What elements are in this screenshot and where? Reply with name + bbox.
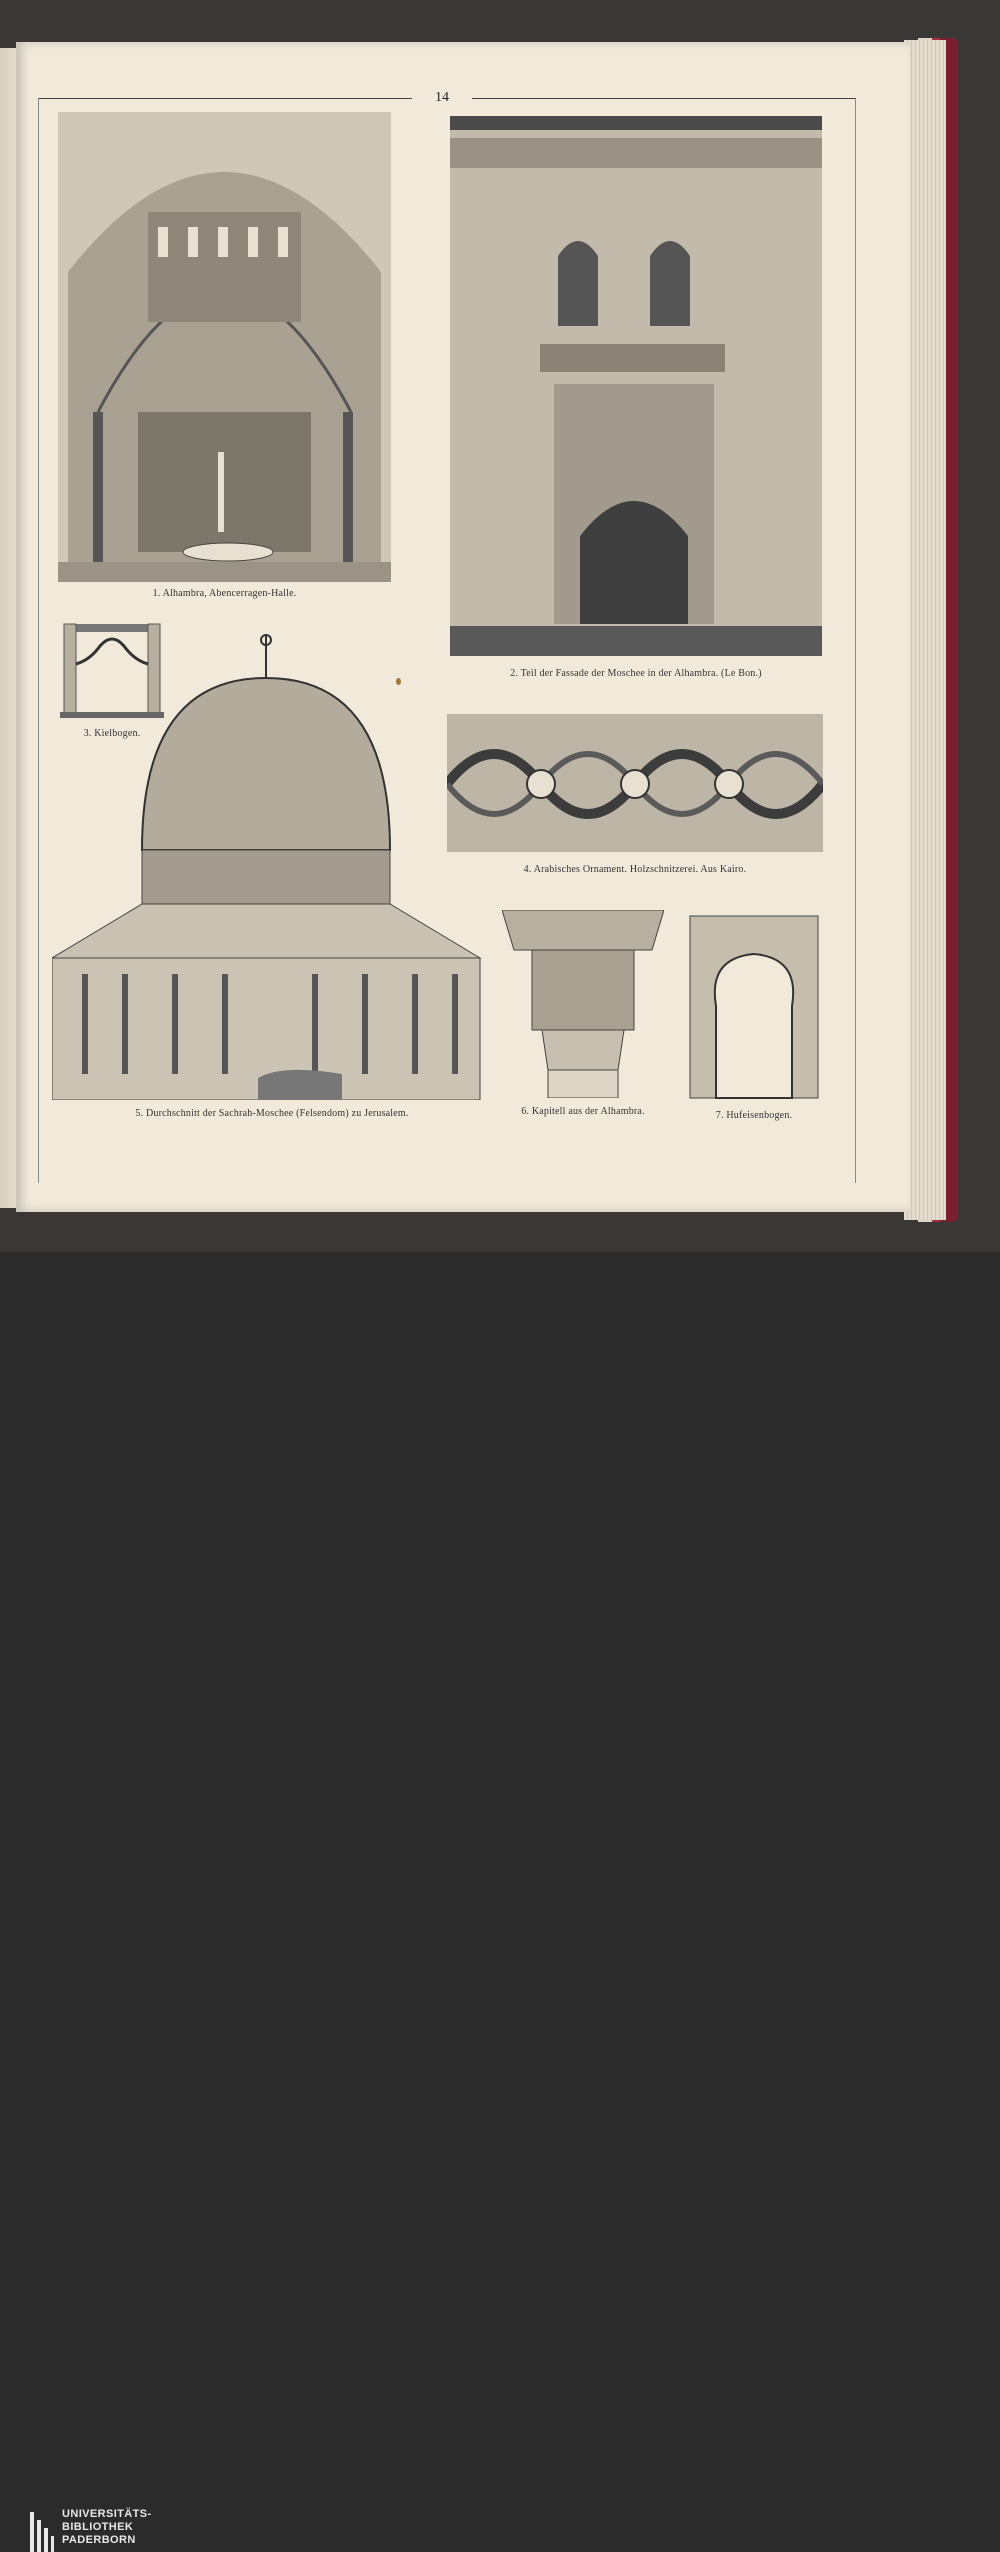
figure-1-caption: 1. Alhambra, Abencerragen-Halle. — [152, 588, 297, 599]
figure-4-caption: 4. Arabisches Ornament. Holzschnitzerei. Aus Kairo. — [523, 864, 747, 875]
figure-6-capital — [502, 910, 664, 1098]
book-scan — [0, 0, 1000, 1252]
library-name — [62, 2508, 182, 2547]
figure-6-caption: 6. Kapitell aus der Alhambra. — [521, 1106, 645, 1117]
page-number: 14 — [412, 90, 472, 106]
figure-4-arabic-ornament — [447, 714, 823, 852]
library-name-line-3: PADERBORN — [62, 2534, 136, 2546]
library-name-line-2: BIBLIOTHEK — [62, 2521, 134, 2533]
figure-5-caption: 5. Durchschnitt der Sachrah-Moschee (Felsendom) zu Jerusalem. — [135, 1108, 409, 1119]
library-name-line-1: UNIVERSITÄTS- — [62, 2508, 152, 2520]
figure-2-caption: 2. Teil der Fassade der Moschee in der Alhambra. (Le Bon.) — [510, 668, 762, 679]
figure-1-abencerragen-hall — [58, 112, 391, 582]
figure-2-mosque-facade — [450, 116, 822, 656]
page-stack-edges — [904, 40, 946, 1220]
library-footer — [0, 1252, 1000, 2546]
figure-3-caption: 3. Kielbogen. — [83, 728, 141, 739]
figure-7-horseshoe-arch — [688, 914, 820, 1100]
library-logo-icon — [30, 2512, 54, 2552]
figure-5-dome-of-the-rock-section — [52, 634, 492, 1100]
page — [16, 42, 910, 1212]
figure-7-caption: 7. Hufeisenbogen. — [715, 1110, 793, 1121]
